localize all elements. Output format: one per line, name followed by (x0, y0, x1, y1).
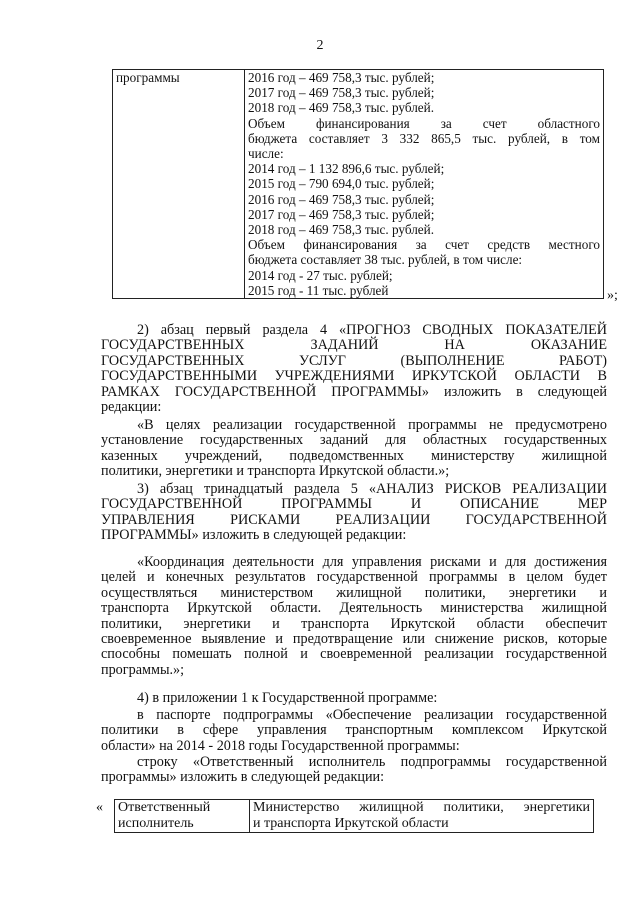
paragraph-row (101, 755, 607, 786)
text-line: политики, энергетики и транспорта Иркутской области обеспечит (101, 615, 607, 632)
table-label-cell (113, 70, 245, 299)
text-line: программы» изложить в следующей редакции: (101, 769, 385, 786)
text-line: области» на 2014 - 2018 годы Государственной программы: (101, 737, 460, 754)
financing-table (112, 69, 604, 299)
table-line: бюджета составляет 38 тыс. рублей, в том числе: (248, 252, 523, 268)
table-line: Ответственный (118, 800, 211, 815)
table-line: 2016 год – 469 758,3 тыс. рублей; (248, 70, 435, 85)
text-line: программы.»; (101, 661, 185, 678)
text-line: ПРОГРАММЫ» изложить в следующей редакции: (101, 527, 407, 544)
text-line: осуществляться министерством жилищной политики, энергетики и (101, 584, 607, 601)
table-line: 2014 год - 27 тыс. рублей; (248, 267, 393, 283)
text-line: ГОСУДАРСТВЕННОЙ ПРОГРАММЫ И ОПИСАНИЕ МЕР (101, 496, 607, 513)
text-line: своевременное выявление и предотвращение или снижение рисков, которые (101, 631, 607, 648)
responsible-label-cell (115, 800, 250, 833)
table-line: числе: (248, 146, 284, 162)
text-line: установление государственных заданий для областных государственных (101, 432, 607, 449)
table-line: Объем финансирования за счет областного (248, 115, 600, 131)
table-opening-quote: « (96, 800, 103, 815)
table-line: 2018 год – 469 758,3 тыс. рублей. (248, 222, 434, 238)
text-line: УПРАВЛЕНИЯ РИСКАМИ РЕАЛИЗАЦИИ ГОСУДАРСТВЕННОЙ (101, 511, 607, 528)
table-closing-quote: »; (607, 288, 618, 303)
table-value-cell (245, 70, 604, 299)
text-line: «В целях реализации государственной программы не предусмотрено (137, 417, 607, 433)
table-line: 2018 год – 469 758,3 тыс. рублей. (248, 100, 434, 116)
text-line: ГОСУДАРСТВЕННЫХ УСЛУГ (ВЫПОЛНЕНИЕ РАБОТ) (101, 352, 607, 369)
table-line: Министерство жилищной политики, энергетики (253, 800, 590, 815)
paragraph-section5-text (101, 555, 607, 678)
text-line: ГОСУДАРСТВЕННЫМИ УЧРЕЖДЕНИЯМИ ИРКУТСКОЙ ОБЛАСТИ В (101, 368, 607, 385)
text-line: политики, энергетики и транспорта Иркутской области.»; (101, 463, 450, 480)
table-label-text: программы (116, 70, 180, 85)
responsible-value-cell (250, 800, 594, 833)
text-line: транспорта Иркутской области. Деятельность министерства жилищной (101, 600, 607, 617)
table-line: бюджета составляет 3 332 865,5 тыс. рублей, в том (248, 130, 600, 146)
text-line: ГОСУДАРСТВЕННЫХ ЗАДАНИЙ НА ОКАЗАНИЕ (101, 337, 607, 354)
page-number: 2 (316, 38, 324, 53)
table-line: 2016 год – 469 758,3 тыс. рублей; (248, 191, 435, 207)
text-line: в паспорте подпрограммы «Обеспечение реализации государственной (137, 707, 607, 723)
table-line: 2014 год – 1 132 896,6 тыс. рублей; (248, 161, 445, 177)
table-line: и транспорта Иркутской области (253, 816, 449, 831)
text-line: 3) абзац тринадцатый раздела 5 «АНАЛИЗ РИСКОВ РЕАЛИЗАЦИИ (137, 481, 607, 497)
table-line: исполнитель (118, 816, 194, 831)
table-line: 2015 год – 790 694,0 тыс. рублей; (248, 176, 435, 192)
text-line: строку «Ответственный исполнитель подпрограммы государственной (137, 754, 607, 770)
paragraph-section4 (101, 323, 607, 415)
text-line: целей и конечных результатов государственной программы в целом будет (101, 569, 607, 586)
text-line: 4) в приложении 1 к Государственной программе: (137, 690, 438, 706)
paragraph-appendix (101, 691, 607, 706)
text-line: казенных учреждений, подведомственных министерству жилищной (101, 447, 607, 464)
text-line: редакции: (101, 399, 162, 416)
text-line: политики в сфере управления транспортным комплексом Иркутской (101, 722, 607, 739)
paragraph-passport (101, 708, 607, 754)
responsible-table (114, 799, 594, 833)
table-line: 2017 год – 469 758,3 тыс. рублей; (248, 85, 435, 101)
table-line: 2015 год - 11 тыс. рублей (248, 282, 389, 298)
paragraph-section5 (101, 482, 607, 544)
text-line: способны помешать полной и своевременной реализации государственной (101, 646, 607, 663)
text-line: 2) абзац первый раздела 4 «ПРОГНОЗ СВОДНЫХ ПОКАЗАТЕЛЕЙ (137, 322, 607, 338)
table-line: Объем финансирования за счет средств местного (248, 237, 600, 253)
table-line: 2017 год – 469 758,3 тыс. рублей; (248, 206, 435, 222)
paragraph-section4-text (101, 418, 607, 480)
text-line: РАМКАХ ГОСУДАРСТВЕННОЙ ПРОГРАММЫ» изложить в следующей (101, 383, 607, 400)
text-line: «Координация деятельности для управления рисками и для достижения (137, 554, 607, 570)
